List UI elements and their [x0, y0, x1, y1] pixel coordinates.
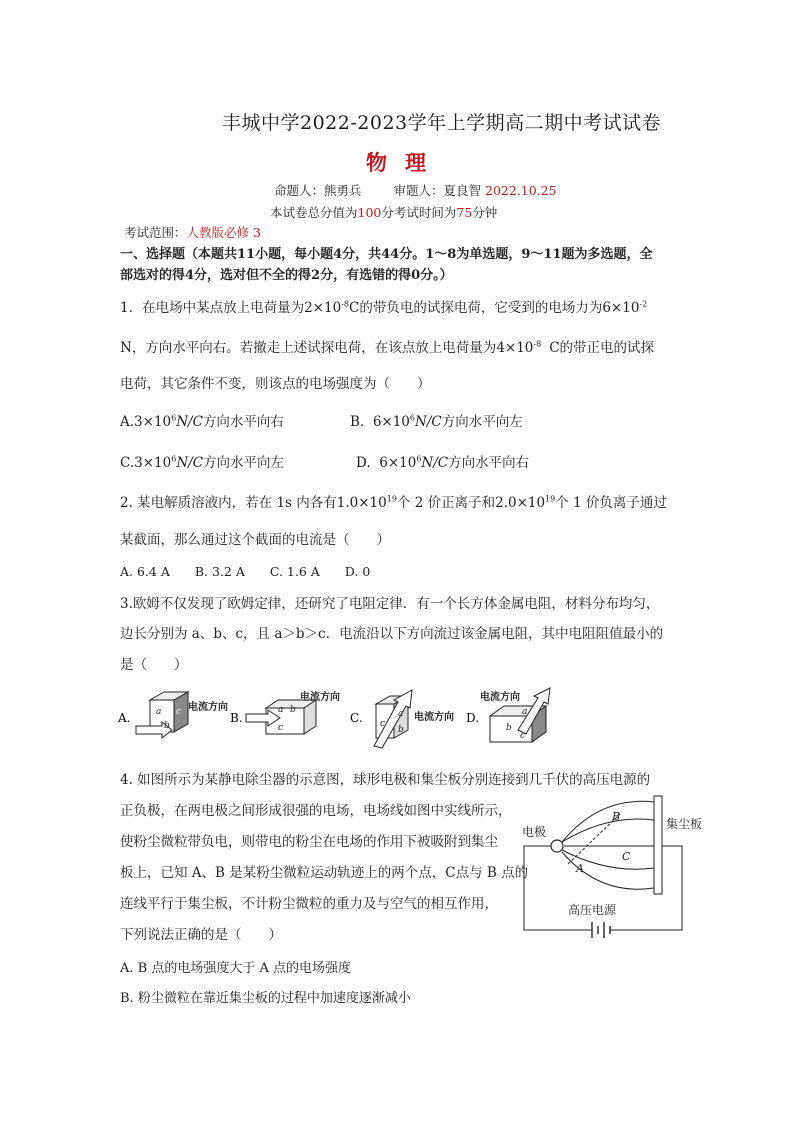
q1-charge-exp: -8 [341, 299, 349, 309]
score-line [270, 203, 497, 221]
q4-option-b[interactable]: B. 粉尘微粒在靠近集尘板的过程中加速度逐渐减小 [120, 991, 411, 1006]
scope-line [124, 223, 261, 241]
q1-option-a-text: 方向水平向右 [202, 414, 284, 430]
q3a-c: c [176, 707, 182, 717]
q1-option-c-text: 方向水平向左 [203, 455, 285, 471]
q2-line2: 某截面，那么通过这个截面的电流是（ ） [120, 532, 390, 548]
q3a-arrow-label: 电流方向 [188, 702, 228, 713]
q1-text-b: C的带负电的试探电荷，它受到的电场力为 [348, 300, 603, 316]
proposer-name: 熊勇兵 [324, 183, 362, 198]
q3a-b: b [164, 721, 170, 731]
q1-charge2-exp: -8 [533, 339, 542, 349]
q1-option-a-label: A. [120, 414, 135, 430]
q2-line1 [120, 491, 667, 511]
q1-option-d[interactable] [356, 451, 529, 471]
q1-charge2-base: 4×10 [496, 340, 534, 356]
q4-line1: 4. 如图所示为某静电除尘器的示意图，球形电极和集尘板分别连接到几千伏的高压电源的 [120, 772, 651, 788]
battery-icon [592, 922, 610, 938]
subject-title: 物理 [366, 150, 444, 175]
q1-line3: 电荷，其它条件不变，则该点的电场强度为（ ） [120, 376, 431, 392]
q1-force [602, 300, 647, 316]
q1-option-a-exp: 6 [171, 413, 177, 423]
label-plate: 集尘板 [666, 817, 703, 831]
score-suffix: 分钟 [472, 205, 498, 220]
q3-line2: 边长分别为 a、b、c，且 a＞b＞c．电流沿以下方向流过该金属电阻，其中电阻阻值最小的 [120, 626, 664, 642]
q1-option-c[interactable] [120, 451, 284, 471]
q1-option-d-unit: N/C [421, 455, 449, 471]
q1-option-d-exp: 6 [416, 454, 422, 464]
q1-option-b-unit: N/C [415, 414, 442, 430]
q1-option-d-value: 6×10 [379, 455, 417, 471]
q4-option-a[interactable]: A. B 点的电场强度大于 A 点的电场强度 [120, 961, 351, 976]
section-heading: 一、选择题（本题共11小题，每小题4分，共44分。1～8为单选题，9～11题为多选题，全 [120, 247, 653, 262]
q1-force-base: 6×10 [602, 300, 640, 316]
q1-option-a-value: 3×10 [134, 414, 172, 430]
q3-line1: 3.欧姆不仅发现了欧姆定律，还研究了电阻定律．有一个长方体金属电阻，材料分布均匀， [120, 596, 660, 612]
q2-text-a: 2. 某电解质溶液内，若在 1s 内各有 [120, 495, 337, 511]
q1-text-a: 1．在电场中某点放上电荷量为 [120, 300, 305, 316]
q4-line2: 正负极，在两电极之间形成很强的电场，电场线如图中实线所示， [120, 803, 512, 819]
q1-text-d: C的带正电的试探 [549, 340, 655, 356]
exam-date: 2022.10.25 [485, 183, 557, 198]
q1-option-b-exp: 6 [409, 413, 415, 423]
q3c-arrow-label: 电流方向 [414, 712, 454, 723]
scope-label: 考试范围： [124, 225, 187, 240]
q1-charge [304, 300, 349, 316]
q3b-b: b [290, 705, 296, 715]
q3-cube-d [480, 688, 550, 742]
q3-figures [118, 686, 558, 752]
q1-line2 [120, 336, 654, 356]
reviewer-label: 审题人： [393, 183, 444, 198]
point-a: A [576, 862, 584, 875]
q1-line1 [120, 296, 647, 316]
q3-label-b[interactable]: B. [230, 711, 243, 725]
q1-charge2 [496, 340, 541, 356]
q3-cube-b [246, 690, 340, 734]
proposer-label: 命题人： [274, 183, 325, 198]
q3c-a: a [398, 709, 404, 719]
point-b: B [612, 810, 621, 823]
q1-option-a[interactable] [120, 410, 284, 430]
q3a-a: a [156, 707, 162, 717]
q3c-c: c [380, 719, 386, 729]
point-c: C [622, 850, 631, 863]
q4-line4: 板上，已知 A、B 是某粉尘微粒运动轨迹上的两个点，C点与 B 点的 [120, 865, 529, 881]
exam-scope: 人教版必修 3 [186, 225, 261, 240]
q2-n2-exp: 19 [545, 494, 556, 504]
q1-option-b-text: 方向水平向左 [441, 414, 523, 430]
q2-text-c: 个 1 价负离子通过 [555, 495, 667, 511]
q2-options[interactable]: A. 6.4 A B. 3.2 A C. 1.6 A D. 0 [120, 564, 371, 579]
q3b-a: a [278, 705, 284, 715]
reviewer-name: 夏良智 [443, 183, 482, 198]
q1-option-c-exp: 6 [171, 454, 177, 464]
q4-line5: 连线平行于集尘板，不计粉尘微粒的重力及与空气的相互作用， [120, 896, 498, 912]
q3b-arrow-label: 电流方向 [300, 692, 340, 703]
section-heading-cont: 部选对的得4分，选对但不全的得2分，有选错的得0分。） [120, 268, 453, 283]
q1-option-b-label: B. [350, 414, 365, 430]
exam-title: 丰城中学2022-2023学年上学期高二期中考试试卷 [222, 112, 662, 134]
q2-n1-exp: 19 [386, 494, 397, 504]
q3b-c: c [278, 723, 284, 733]
score-mid: 分考试时间为 [381, 205, 457, 220]
q2-n2: 2.0×10 [495, 495, 546, 511]
q4-line6: 下列说法正确的是（ ） [120, 927, 282, 943]
q1-force-exp: -2 [639, 299, 648, 309]
q3-label-c[interactable]: C. [350, 711, 363, 725]
q1-option-c-unit: N/C [176, 455, 204, 471]
q3-line3: 是（ ） [120, 657, 188, 673]
label-electrode: 电极 [522, 825, 547, 839]
q2-n1: 1.0×10 [336, 495, 387, 511]
q1-option-d-label: D. [356, 455, 371, 471]
q2-text-b: 个 2 价正离子和 [396, 495, 496, 511]
q3-label-a[interactable]: A. [118, 711, 131, 725]
q3d-c: c [520, 731, 526, 741]
q3c-b: b [398, 725, 404, 735]
q1-option-b-value: 6×10 [372, 414, 410, 430]
q1-option-d-text: 方向水平向右 [448, 455, 530, 471]
q4-line3: 使粉尘微粒带负电，则带电的粉尘在电场的作用下被吸附到集尘 [120, 834, 498, 850]
q3d-a: a [522, 707, 528, 717]
sphere-electrode [551, 840, 563, 852]
q4-electrostatic-diagram [520, 792, 728, 946]
q1-text-c: N，方向水平向右。若撤走上述试探电荷，在该点放上电荷量为 [120, 340, 497, 356]
q3-label-d[interactable]: D. [466, 711, 480, 725]
score-prefix: 本试卷总分值为 [270, 205, 358, 220]
author-line [274, 181, 557, 199]
q1-option-c-value: 3×10 [134, 455, 172, 471]
collector-plate [654, 796, 662, 894]
field-lines [562, 801, 654, 889]
q3d-b: b [506, 723, 512, 733]
q1-option-a-unit: N/C [176, 414, 203, 430]
q3d-arrow-label: 电流方向 [480, 692, 520, 703]
total-score: 100 [357, 205, 382, 220]
q1-charge-base: 2×10 [304, 300, 342, 316]
exam-time: 75 [456, 205, 473, 220]
q1-option-c-label: C. [120, 455, 135, 471]
q1-option-b[interactable] [350, 410, 523, 430]
q3-cube-c [374, 690, 454, 748]
q3-cube-a [136, 692, 228, 738]
label-source: 高压电源 [568, 903, 617, 917]
